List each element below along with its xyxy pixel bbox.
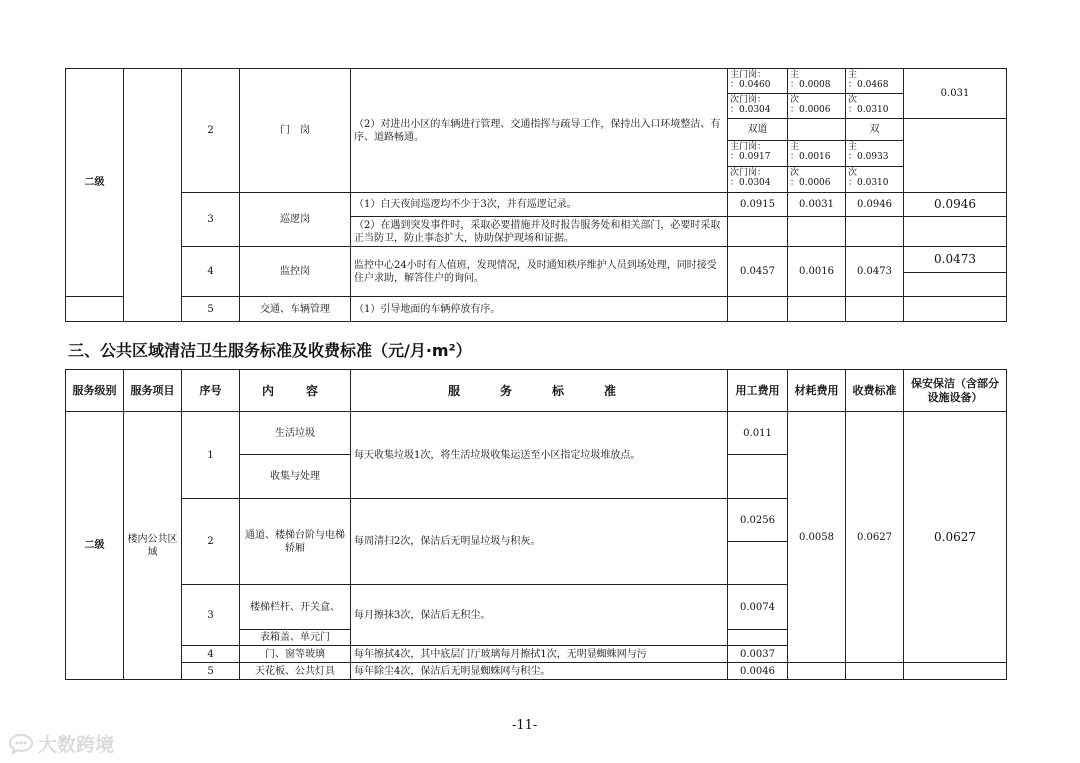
total-fee-cell — [904, 217, 1007, 247]
charge-standard-cell: 次 ：0.0310 — [846, 167, 904, 193]
header-service-item: 服务项目 — [124, 370, 182, 412]
total-fee-cell — [904, 119, 1007, 193]
labor-fee-cell: 主门岗： ：0.0917 — [728, 141, 788, 167]
material-fee-cell: 0.0058 — [788, 412, 846, 663]
row-number: 5 — [182, 297, 240, 322]
row-number: 2 — [182, 499, 240, 585]
labor-fee-cell: 0.0037 — [728, 646, 788, 663]
total-fee-cell — [904, 273, 1007, 297]
material-fee-cell — [788, 217, 846, 247]
content-cell: 巡逻岗 — [240, 193, 351, 247]
standard-cell: 监控中心24小时有人值班，发现情况，及时通知秩序维护人员到场处理，同时接受住户求助，解答住户的询问。 — [351, 247, 728, 297]
labor-fee-cell: 主门岗： ：0.0460 — [728, 69, 788, 94]
content-cell: 通道、楼梯台阶与电梯轿厢 — [240, 499, 351, 585]
watermark — [8, 730, 114, 757]
header-content: 内 容 — [240, 370, 351, 412]
row-number: 2 — [182, 69, 240, 193]
standard-cell: （1）白天夜间巡逻均不少于3次，并有巡逻记录。 — [351, 193, 728, 217]
content-cell: 收集与处理 — [240, 455, 351, 499]
charge-standard-cell — [846, 217, 904, 247]
total-fee-cell: 0.0627 — [904, 412, 1007, 663]
header-service-standard: 服 务 标 准 — [351, 370, 728, 412]
labor-fee-cell: 0.011 — [728, 412, 788, 455]
content-cell: 天花板、公共灯具 — [240, 663, 351, 680]
row-number: 5 — [182, 663, 240, 680]
labor-fee-cell: 0.0915 — [728, 193, 788, 217]
charge-standard-cell — [846, 663, 904, 680]
header-service-level: 服务级别 — [66, 370, 124, 412]
content-cell: 表箱盖、单元门 — [240, 630, 351, 646]
content-cell: 门、窗等玻璃 — [240, 646, 351, 663]
content-cell: 生活垃圾 — [240, 412, 351, 455]
total-fee-cell: 0.0946 — [904, 193, 1007, 217]
charge-standard-cell: 主 ：0.0933 — [846, 141, 904, 167]
material-fee-cell — [788, 119, 846, 141]
material-fee-cell — [788, 297, 846, 322]
standard-cell: （1）引导地面的车辆停放有序。 — [351, 297, 728, 322]
watermark-text: 大数跨境 — [38, 734, 115, 756]
standard-cell: 每天收集垃圾1次，将生活垃圾收集运送至小区指定垃圾堆放点。 — [351, 412, 728, 499]
labor-fee-cell — [728, 217, 788, 247]
service-level-cell: 二级 — [66, 69, 124, 297]
service-item-cell: 楼内公共区域 — [124, 412, 182, 680]
row-number: 4 — [182, 646, 240, 663]
header-labor-fee: 用工费用 — [728, 370, 788, 412]
content-cell: 交通、车辆管理 — [240, 297, 351, 322]
content-cell: 门 岗 — [240, 69, 351, 193]
cleaning-standards-table — [65, 369, 1007, 680]
row-number: 1 — [182, 412, 240, 499]
page-number: -11- — [512, 718, 538, 733]
total-fee-cell: 0.0473 — [904, 247, 1007, 273]
standard-cell: 每周清扫2次，保洁后无明显垃圾与积灰。 — [351, 499, 728, 585]
header-number: 序号 — [182, 370, 240, 412]
service-level-cell — [66, 297, 124, 322]
labor-fee-cell: 次门岗： ：0.0304 — [728, 167, 788, 193]
service-item-cell — [124, 69, 182, 322]
standard-cell: 每年擦拭4次，其中底层门厅玻璃每月擦拭1次，无明显蜘蛛网与污 — [351, 646, 728, 663]
labor-fee-cell: 0.0074 — [728, 585, 788, 630]
charge-standard-cell: 0.0473 — [846, 247, 904, 297]
material-fee-cell: 次 ：0.0006 — [788, 94, 846, 119]
labor-fee-cell: 0.0457 — [728, 247, 788, 297]
labor-fee-cell: 次门岗： ：0.0304 — [728, 94, 788, 119]
row-number: 3 — [182, 585, 240, 646]
labor-fee-cell: 0.0256 — [728, 499, 788, 542]
header-charge-standard: 收费标准 — [846, 370, 904, 412]
labor-fee-cell — [728, 297, 788, 322]
labor-fee-cell — [728, 455, 788, 499]
total-fee-cell — [904, 663, 1007, 680]
labor-fee-cell — [728, 542, 788, 585]
total-fee-cell — [904, 297, 1007, 322]
material-fee-cell: 次 ：0.0006 — [788, 167, 846, 193]
material-fee-cell: 0.0031 — [788, 193, 846, 217]
material-fee-cell: 主 ：0.0008 — [788, 69, 846, 94]
content-cell: 监控岗 — [240, 247, 351, 297]
labor-fee-cell — [728, 630, 788, 646]
charge-standard-cell — [846, 297, 904, 322]
standard-cell: 每年除尘4次，保洁后无明显蜘蛛网与积尘。 — [351, 663, 728, 680]
standard-cell: 每月擦抹3次，保洁后无积尘。 — [351, 585, 728, 646]
header-material-fee: 材耗费用 — [788, 370, 846, 412]
content-cell: 楼梯栏杆、开关盒、 — [240, 585, 351, 630]
charge-standard-cell: 0.0627 — [846, 412, 904, 663]
standard-cell: （2）在遇到突发事件时，采取必要措施并及时报告服务处和相关部门，必要时采取正当防卫，防止事态扩大，协助保护现场和证据。 — [351, 217, 728, 247]
labor-fee-cell: 0.0046 — [728, 663, 788, 680]
section-title: 三、公共区域清洁卫生服务标准及收费标准（元/月·m²） — [68, 341, 472, 360]
labor-fee-cell: 双道 — [728, 119, 788, 141]
service-level-cell: 二级 — [66, 412, 124, 680]
charge-standard-cell: 双 — [846, 119, 904, 141]
security-standards-table — [65, 68, 1007, 322]
speech-bubble-logo-icon — [8, 733, 34, 755]
material-fee-cell: 主 ：0.0016 — [788, 141, 846, 167]
row-number: 3 — [182, 193, 240, 247]
charge-standard-cell: 主 ：0.0468 — [846, 69, 904, 94]
row-number: 4 — [182, 247, 240, 297]
total-fee-cell: 0.031 — [904, 69, 1007, 119]
charge-standard-cell: 次 ：0.0310 — [846, 94, 904, 119]
standard-cell: （2）对进出小区的车辆进行管理、交通指挥与疏导工作，保持出入口环境整洁、有序、道路畅通。 — [351, 69, 728, 193]
material-fee-cell — [788, 663, 846, 680]
charge-standard-cell: 0.0946 — [846, 193, 904, 217]
header-security-cleaning-total: 保安保洁（含部分设施设备） — [904, 370, 1007, 412]
material-fee-cell: 0.0016 — [788, 247, 846, 297]
